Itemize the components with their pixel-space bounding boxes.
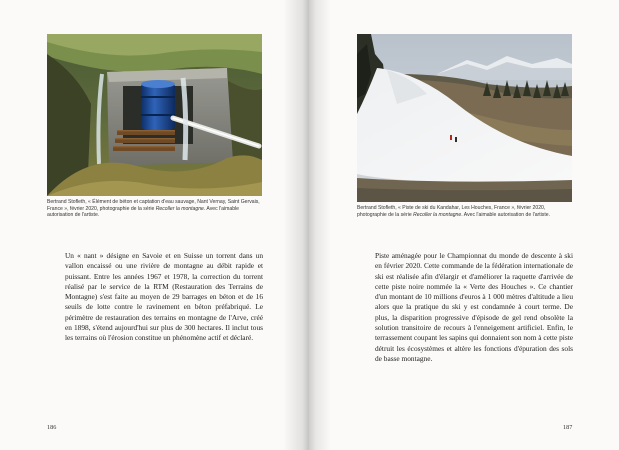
caption-text-end: . Avec l'aimable autorisation de l'artiste. <box>47 205 240 219</box>
right-page <box>309 0 619 450</box>
right-body-text: Piste aménagée pour le Championnat du monde de descente à ski en février 2020. Cette commande de la fédération internationale de ski est réalisée afin d'élargir et d'améliorer la raquette d'arrivée de cette piste noire nommée la « Verte des Houches ». Ce chantier d'un montant de 10 millions d'euros à 1 000 mètres d'altitude a lieu alors que la pratique du ski y est condamnée à court terme. De plus, la disparition progressive d'épisode de gel rend obsolète la solution transitoire de recours à l'enneigement artificiel. Enfin, le terrassement coupant les sapins qui donnaient son nom à cette piste détruit les écosystèmes et altère les fonctions d'épuration des sols de basse montagne. <box>375 251 573 363</box>
caption-text: Bertrand Stofleth, « Élément de béton et captation d'eau sauvage, Nant Vernay, Saint Gervais, France », février 2020, photographie de la série <box>47 199 260 212</box>
left-photo-caption <box>47 199 263 219</box>
water-capture-photo <box>47 34 262 196</box>
left-page <box>0 0 309 450</box>
gutter-shadow <box>309 0 331 450</box>
right-photo-caption <box>357 205 574 218</box>
left-page-number: 186 <box>47 424 57 431</box>
caption-text: Bertrand Stofleth, « Piste de ski du Kandahar, Les Houches, France », février 2020, photographie de la série <box>357 205 546 218</box>
series-title: Recoller la montagne <box>155 205 204 212</box>
gutter-shadow <box>283 0 309 450</box>
ski-slope-photo <box>357 34 572 202</box>
series-title: Recoller la montagne <box>413 211 462 218</box>
right-page-number: 187 <box>563 424 573 431</box>
caption-text-end: . Avec l'aimable autorisation de l'artiste. <box>461 211 550 218</box>
left-body-text: Un « nant » désigne en Savoie et en Suisse un torrent dans un vallon encaissé ou une rivière de montagne au débit rapide et puissant. Entre les années 1967 et 1978, la correction du torrent réalisé par le service de la RTM (Restauration des Terrains de Montagne) s'est faite au moyen de 29 barrages en béton et de 16 seuils de lotte contre le ravinement en béton préfabriqué. Le périmètre de restauration des terrains en montagne de l'Arve, créé en 1898, s'étend aujourd'hui sur plus de 300 hectares. Il inclut tous les terrains où l'érosion constitue un phénomène actif et déclaré. <box>65 251 263 343</box>
